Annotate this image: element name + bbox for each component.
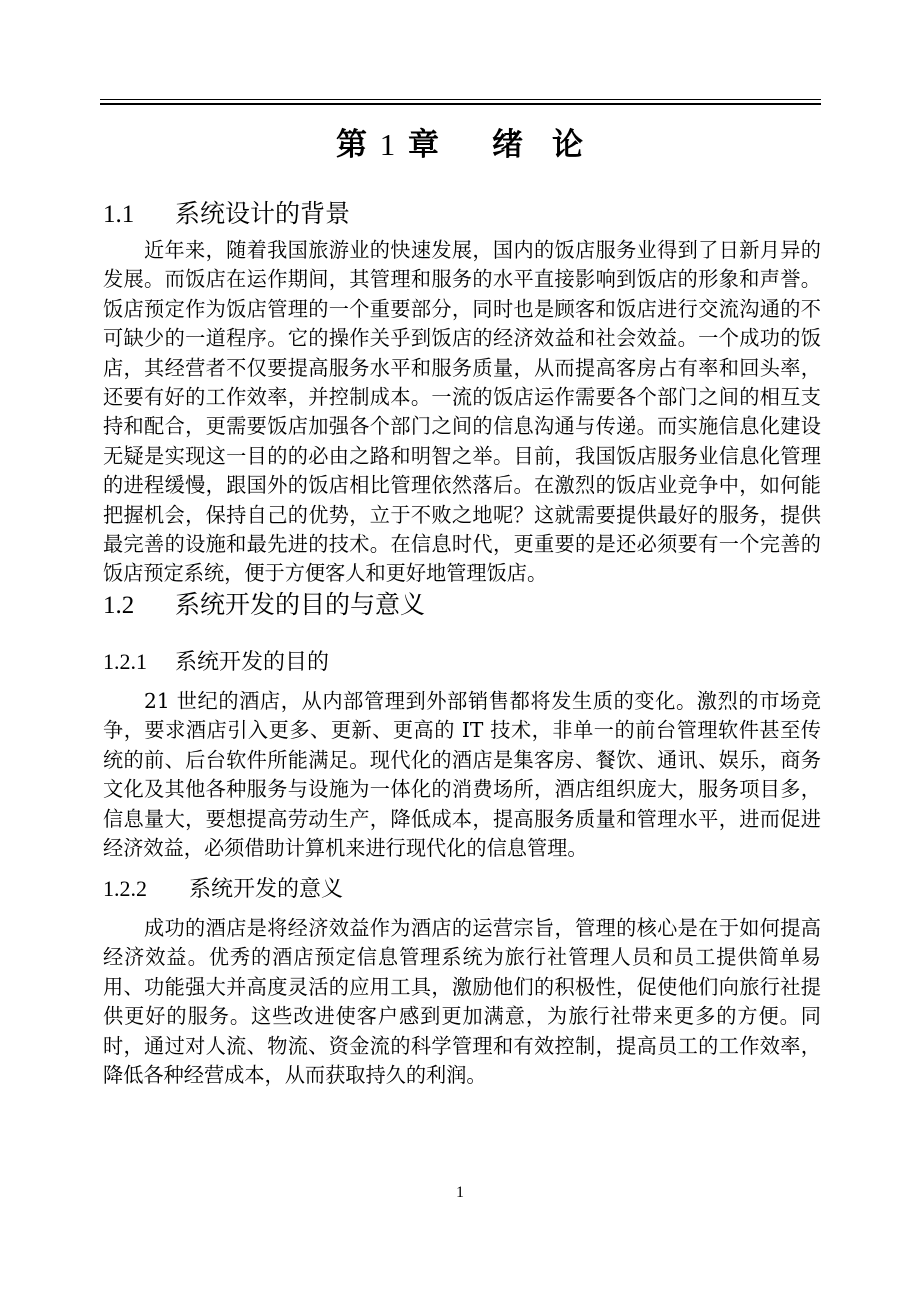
chapter-title-a: 绪 <box>492 127 525 163</box>
chapter-title <box>0 122 920 168</box>
section-heading-1-2-2 <box>103 874 343 905</box>
section-number: 1.2.2 <box>103 876 147 901</box>
section-title: 系统开发的意义 <box>189 877 344 902</box>
section-number: 1.1 <box>103 201 135 228</box>
chapter-label-pre: 第 <box>335 127 368 163</box>
section-heading-1-2 <box>103 588 425 623</box>
paragraph-purpose: 21 世纪的酒店，从内部管理到外部销售都将发生质的变化。激烈的市场竞争，要求酒店引入更多、更新、更高的 IT 技术，非单一的前台管理软件甚至传统的前、后台软件所能满足。现代化的酒店是集客房、餐饮、通讯、娱乐，商务文化及其他各种服务与设施为一体化的消费场所，酒店组织庞大，服务项目多，信息量大，要想提高劳动生产，降低成本，提高服务质量和管理水平，进而促进经济效益，必须借助计算机来进行现代化的信息管理。 <box>103 689 821 861</box>
section-title: 系统开发的目的 <box>175 650 330 675</box>
header-rule-thin <box>100 99 821 100</box>
section-number: 1.2.1 <box>103 649 147 674</box>
paragraph-background: 近年来，随着我国旅游业的快速发展，国内的饭店服务业得到了日新月异的发展。而饭店在运作期间，其管理和服务的水平直接影响到饭店的形象和声誉。饭店预定作为饭店管理的一个重要部分，同时也是顾客和饭店进行交流沟通的不可缺少的一道程序。它的操作关乎到饭店的经济效益和社会效益。一个成功的饭店，其经营者不仅要提高服务水平和服务质量，从而提高客房占有率和回头率，还要有好的工作效率，并控制成本。一流的饭店运作需要各个部门之间的相互支持和配合，更需要饭店加强各个部门之间的信息沟通与传递。而实施信息化建设无疑是实现这一目的的必由之路和明智之举。目前，我国饭店服务业信息化管理的进程缓慢，跟国外的饭店相比管理依然落后。在激烈的饭店业竞争中，如何能把握机会，保持自己的优势，立于不败之地呢？这就需要提供最好的服务，提供最完善的设施和最先进的技术。在信息时代，更重要的是还必须要有一个完善的饭店预定系统，便于方便客人和更好地管理饭店。 <box>103 238 821 586</box>
section-heading-1-2-1 <box>103 647 329 678</box>
chapter-label-post: 章 <box>408 127 441 163</box>
page-number: 1 <box>456 1184 464 1201</box>
chapter-title-b: 论 <box>552 127 585 163</box>
paragraph-significance: 成功的酒店是将经济效益作为酒店的运营宗旨，管理的核心是在于如何提高经济效益。优秀的酒店预定信息管理系统为旅行社管理人员和员工提供简单易用、功能强大并高度灵活的应用工具，激励他们的积极性，促使他们向旅行社提供更好的服务。这些改进使客户感到更加满意，为旅行社带来更多的方便。同时，通过对人流、物流、资金流的科学管理和有效控制，提高员工的工作效率，降低各种经营成本，从而获取持久的利润。 <box>103 916 821 1088</box>
section-title: 系统设计的背景 <box>175 199 351 228</box>
section-number: 1.2 <box>103 592 135 619</box>
section-heading-1-1 <box>103 197 350 232</box>
section-title: 系统开发的目的与意义 <box>175 590 426 619</box>
header-rule-thick <box>100 103 821 105</box>
chapter-number: 1 <box>379 127 397 162</box>
